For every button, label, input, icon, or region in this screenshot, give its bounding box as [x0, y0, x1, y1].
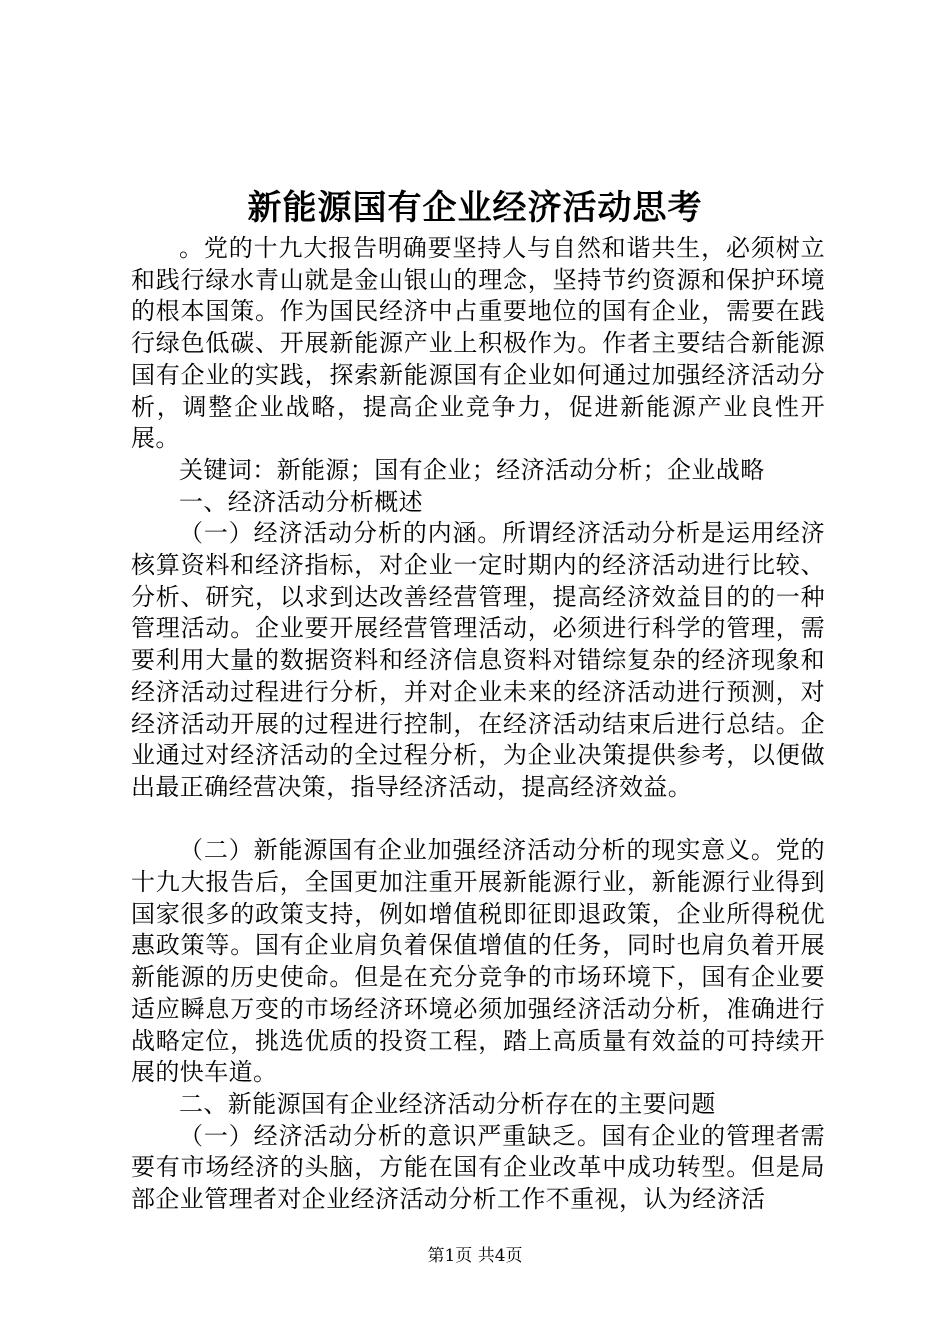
- page-number-footer: 第1页 共4页: [427, 1246, 523, 1266]
- document-title: 新能源国有企业经济活动思考: [247, 188, 703, 228]
- keywords-paragraph: 关键词：新能源；国有企业；经济活动分析；企业战略: [179, 455, 765, 484]
- body-paragraph: （二）新能源国有企业加强经济活动分析的现实意义。党的十九大报告后，全国更加注重开展新能源行业，新能源行业得到国家很多的政策支持，例如增值税即征即退政策，企业所得税优惠政策等。国有企业肩负着保值增值的任务，同时也肩负着开展新能源的历史使命。但是在充分竞争的市场环境下，国有企业要适应瞬息万变的市场经济环境必须加强经济活动分析，准确进行战略定位，挑选优质的投资工程，踏上高质量有效益的可持续开展的快车道。: [131, 836, 825, 1087]
- document-body: [131, 233, 825, 1216]
- abstract-paragraph: 。党的十九大报告明确要坚持人与自然和谐共生，必须树立和践行绿水青山就是金山银山的理念，坚持节约资源和保护环境的根本国策。作为国民经济中占重要地位的国有企业，需要在践行绿色低碳、开展新能源产业上积极作为。作者主要结合新能源国有企业的实践，探索新能源国有企业如何通过加强经济活动分析，调整企业战略，提高企业竞争力，促进新能源产业良性开展。: [131, 234, 825, 453]
- section-heading-1: 一、经济活动分析概述: [179, 487, 423, 516]
- body-paragraph: （一）经济活动分析的内涵。所谓经济活动分析是运用经济核算资料和经济指标，对企业一定时期内的经济活动进行比较、分析、研究，以求到达改善经营管理，提高经济效益目的的一种管理活动。企业要开展经营管理活动，必须进行科学的管理，需要利用大量的数据资料和经济信息资料对错综复杂的经济现象和经济活动过程进行分析，并对企业未来的经济活动进行预测，对经济活动开展的过程进行控制，在经济活动结束后进行总结。企业通过对经济活动的全过程分析，为企业决策提供参考，以便做出最正确经营决策，指导经济活动，提高经济效益。: [131, 519, 825, 801]
- body-paragraph: （一）经济活动分析的意识严重缺乏。国有企业的管理者需要有市场经济的头脑，方能在国有企业改革中成功转型。但是局部企业管理者对企业经济活动分析工作不重视，认为经济活: [131, 1121, 825, 1214]
- section-heading-2: 二、新能源国有企业经济活动分析存在的主要问题: [179, 1089, 716, 1118]
